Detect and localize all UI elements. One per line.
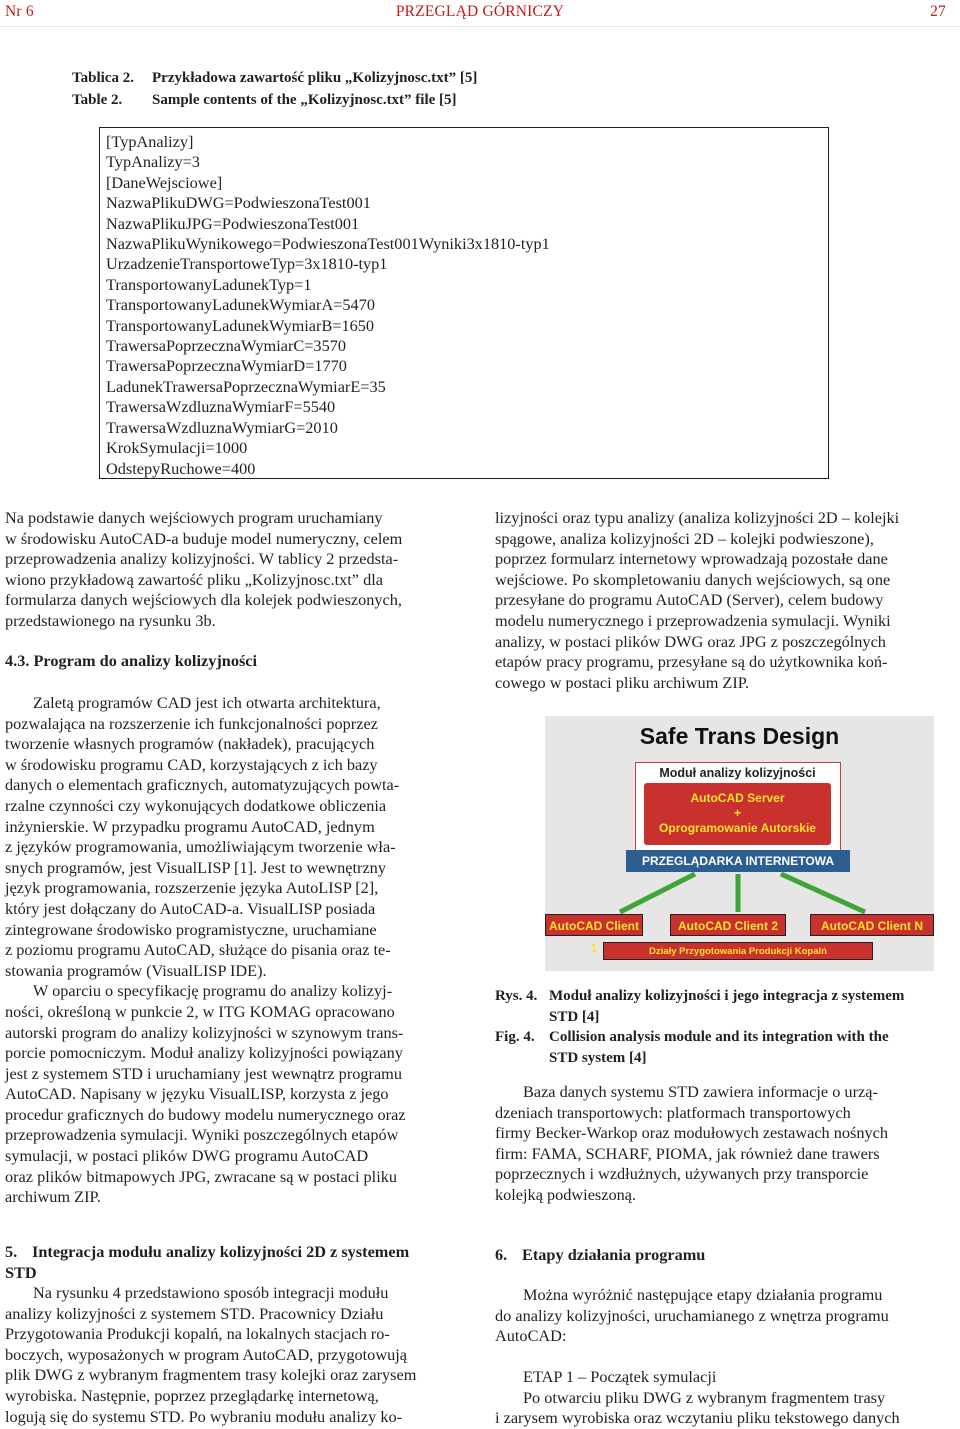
table-caption-pl xyxy=(72,70,477,87)
text-line: Przygotowania Produkcji kopalń, na lokalnych stacjach ro- xyxy=(5,1324,390,1344)
text-line: stowania programów (VisualLISP IDE). xyxy=(5,960,267,980)
file-line: NazwaPlikuDWG=PodwieszonaTest001 xyxy=(106,193,371,213)
section-title-6: Etapy działania programu xyxy=(522,1245,706,1264)
figure-4-caption xyxy=(495,986,958,1070)
text-line: w środowisku AutoCAD-a buduje model numeryczny, celem xyxy=(5,528,403,548)
caption-line: STD system [4] xyxy=(549,1049,647,1066)
section-title-5: Integracja modułu analizy kolizyjności 2D z systemem xyxy=(32,1242,410,1261)
text-line: wyrobiska. Następnie, poprzez przeglądarkę internetową, xyxy=(5,1385,379,1405)
table-caption-pl-label: Tablica 2. xyxy=(72,70,134,86)
text-line: Na podstawie danych wejściowych program uruchamiany xyxy=(5,508,383,527)
table-caption-en-label: Table 2. xyxy=(72,92,123,108)
right-col-paragraph-1 xyxy=(495,508,957,693)
text-line: i zarysem wyrobiska oraz wczytaniu pliku tekstowego danych xyxy=(495,1408,900,1428)
file-line: OdstepyRuchowe=400 xyxy=(106,458,256,478)
server-label: AutoCAD Server xyxy=(690,791,785,805)
arrow-browser-clientn xyxy=(781,874,865,912)
software-label: Oprogramowanie Autorskie xyxy=(659,821,816,835)
text-line: AutoCAD. Napisany w języku VisualLISP, korzysta z jego xyxy=(5,1084,389,1104)
production-dept-bar: Działy Przygotowania Produkcji Kopalń xyxy=(603,942,873,960)
file-line: NazwaPlikuWynikowego=PodwieszonaTest001Wyniki3x1810-typ1 xyxy=(106,234,550,254)
text-line: Można wyróżnić następujące etapy działania programu xyxy=(523,1285,883,1304)
text-line: kolejką podwieszoną. xyxy=(495,1184,637,1204)
file-line: TrawersaWzdluznaWymiarG=2010 xyxy=(106,417,338,437)
text-line: etapów pracy programu, przesyłane są do użytkownika koń- xyxy=(495,652,888,672)
collision-module-box xyxy=(635,762,841,854)
text-line: formularza danych wejściowych dla kolejek podwieszonych, xyxy=(5,590,402,610)
table-caption-en-text: Sample contents of the „Kolizyjnosc.txt” file [5] xyxy=(152,92,457,108)
text-line: język programowania, rozszerzenie języka AutoLISP [2], xyxy=(5,878,379,898)
text-line: Baza danych systemu STD zawiera informacje o urzą- xyxy=(523,1082,878,1101)
text-line: oraz plików bitmapowych JPG, zwracane są w postaci pliku xyxy=(5,1166,398,1186)
section-number-6: 6. xyxy=(495,1245,508,1264)
text-line: modelu numerycznego i przeprowadzenia symulacji. Wyniki xyxy=(495,610,891,630)
table-caption-pl-text: Przykładowa zawartość pliku „Kolizyjnosc.txt” [5] xyxy=(152,70,478,86)
text-line: procedur graficznych do budowy modelu numerycznego oraz xyxy=(5,1104,406,1124)
file-line: TrawersaWzdluznaWymiarF=5540 xyxy=(106,397,336,417)
text-line: analizy, w postaci plików DWG oraz JPG z poszczególnych xyxy=(495,631,886,651)
text-line: plik DWG z wybranym fragmentem trasy kolejki oraz zarysem xyxy=(5,1365,417,1385)
module-inner-box xyxy=(644,783,831,845)
text-line: danych o elementach graficznych, automatyzujących powta- xyxy=(5,775,400,795)
client-1-box: AutoCAD Client 1 xyxy=(545,914,643,936)
left-col-paragraph-4 xyxy=(5,1283,468,1427)
text-line: ności, określoną w punkcie 2, w ITG KOMAG opracowano xyxy=(5,1001,395,1021)
text-line: przesyłane do programu AutoCAD (Server), celem budowy xyxy=(495,590,884,610)
text-line: rzalne czynności czy wykonujących dodatkowe obliczenia xyxy=(5,795,387,815)
file-line: TrawersaPoprzecznaWymiarD=1770 xyxy=(106,356,347,376)
text-line: zintegrowane środowisko programistyczne, uruchamiane xyxy=(5,919,377,939)
right-col-paragraph-2 xyxy=(495,1082,957,1206)
section-heading-4-3: 4.3. Program do analizy kolizyjności xyxy=(5,651,258,670)
text-line: wiono przykładową zawartość pliku „Kolizyjnosc.txt” dla xyxy=(5,569,383,589)
text-line: spągowe, analiza kolizyjności 2D – kolejki podwieszone), xyxy=(495,528,874,548)
module-title: Moduł analizy kolizyjności xyxy=(659,766,816,780)
text-line: przeprowadzenia symulacji. Wyniki poszczególnych etapów xyxy=(5,1125,399,1145)
text-line: W oparciu o specyfikację programu do analizy kolizyj- xyxy=(33,981,393,1001)
text-line: analizy kolizyjności z systemem STD. Pracownicy Działu xyxy=(5,1303,384,1323)
text-line: snych programów, jest VisualLISP [1]. Jest to wewnętrzny xyxy=(5,857,386,877)
file-line: TransportowanyLadunekWymiarB=1650 xyxy=(106,315,375,335)
text-line: logują się do systemu STD. Po wybraniu modułu analizy ko- xyxy=(5,1406,403,1426)
text-line: pozwalająca na rozszerzenie ich funkcjonalności poprzez xyxy=(5,713,378,733)
section-heading-5-line2: STD xyxy=(5,1262,37,1282)
fig-caption-en xyxy=(549,1027,958,1068)
text-line: autorski program do analizy kolizyjności w szynowym trans- xyxy=(5,1022,404,1042)
text-line: Na rysunku 4 przedstawiono sposób integracji modułu xyxy=(33,1283,389,1302)
file-line: KrokSymulacji=1000 xyxy=(106,438,248,458)
text-line: wejściowe. Po skompletowaniu danych wejściowych, są one xyxy=(495,569,891,589)
left-col-paragraph-1 xyxy=(5,508,468,632)
figure-title: Safe Trans Design xyxy=(639,723,840,749)
file-line: TypAnalizy=3 xyxy=(106,152,200,172)
page-number: 27 xyxy=(930,3,946,20)
text-line: w środowisku programu CAD, korzystających z ich bazy xyxy=(5,754,378,774)
section-heading-5-line1 xyxy=(5,1242,468,1263)
file-line: LadunekTrawersaPoprzecznaWymiarE=35 xyxy=(106,376,386,396)
text-line: archiwum ZIP. xyxy=(5,1187,101,1207)
text-line: do analizy kolizyjności, uruchamianego z wnętrza programu xyxy=(495,1305,889,1325)
caption-line: STD [4] xyxy=(549,1008,600,1025)
text-line: porcie pomocniczym. Moduł analizy kolizyjności powiązany xyxy=(5,1043,403,1063)
text-line: firmy Becker-Warkop oraz modułowych zestawach nośnych xyxy=(495,1123,889,1143)
web-browser-bar: PRZEGLĄDARKA INTERNETOWA xyxy=(626,850,850,872)
text-line: inżynierskie. W przypadku programu AutoCAD, jednym xyxy=(5,816,375,836)
figure-4-diagram xyxy=(545,716,934,971)
text-line: który jest dołączany do AutoCAD-a. VisualLISP posiada xyxy=(5,898,376,918)
text-line: boczych, wyposażonych w program AutoCAD, przygotowują xyxy=(5,1344,407,1364)
file-line: UrzadzenieTransportoweTyp=3x1810-typ1 xyxy=(106,254,388,274)
issue-number: Nr 6 xyxy=(5,3,34,20)
text-line: Zaletą programów CAD jest ich otwarta architektura, xyxy=(33,693,381,712)
text-line: firm: FAMA, SCHARF, PIOMA, jak również dane trawers xyxy=(495,1143,880,1163)
text-line: poprzez formularz internetowy wprowadzają pozostałe dane xyxy=(495,549,888,569)
text-line: Po otwarciu pliku DWG z wybranym fragmentem trasy xyxy=(523,1387,886,1407)
text-line: AutoCAD: xyxy=(495,1326,567,1346)
file-line: [DaneWejsciowe] xyxy=(106,172,223,192)
file-line: NazwaPlikuJPG=PodwieszonaTest001 xyxy=(106,213,360,233)
text-line: lizyjności oraz typu analizy (analiza kolizyjności 2D – kolejki xyxy=(495,508,900,527)
fig-caption-pl xyxy=(549,986,958,1027)
text-line: dzeniach transportowych: platformach transportowych xyxy=(495,1102,851,1122)
page-header xyxy=(0,0,960,27)
file-line: TrawersaPoprzecznaWymiarC=3570 xyxy=(106,336,346,356)
section-heading-5 xyxy=(5,1242,468,1283)
text-line: przeprowadzenia analizy kolizyjności. W tablicy 2 przedsta- xyxy=(5,549,399,569)
text-line: tworzenie własnych programów (nakładek), pracujących xyxy=(5,734,375,754)
right-col-paragraph-4 xyxy=(495,1367,957,1429)
etap-1-heading: ETAP 1 – Początek symulacji xyxy=(523,1367,717,1386)
file-line: TransportowanyLadunekTyp=1 xyxy=(106,274,312,294)
caption-line: Collision analysis module and its integration with the xyxy=(549,1029,889,1045)
plus-sign: + xyxy=(733,806,741,820)
fig-caption-pl-label: Rys. 4. xyxy=(495,988,538,1004)
table-caption-en xyxy=(72,92,457,109)
text-line: z języków programowania, umożliwiającym tworzenie wła- xyxy=(5,837,396,857)
caption-line: Moduł analizy kolizyjności i jego integracja z systemem xyxy=(549,988,905,1004)
file-line: TransportowanyLadunekWymiarA=5470 xyxy=(106,295,375,315)
left-col-paragraph-2 xyxy=(5,693,468,1208)
right-col-paragraph-3 xyxy=(495,1285,957,1347)
client-n-box: AutoCAD Client N xyxy=(810,914,934,936)
arrow-browser-client1 xyxy=(620,874,695,912)
section-number-5: 5. xyxy=(5,1242,18,1261)
text-line: przedstawionego na rysunku 3b. xyxy=(5,610,216,630)
text-line: z poziomu programu AutoCAD, służące do pisania oraz te- xyxy=(5,940,391,960)
text-line: poprzecznych i wzdłużnych, używanych przy transporcie xyxy=(495,1164,869,1184)
section-heading-6 xyxy=(495,1245,957,1266)
file-contents-box xyxy=(99,127,829,479)
text-line: jest z systemem STD i uruchamiany jest wewnątrz programu xyxy=(5,1063,402,1083)
file-line: [TypAnalizy] xyxy=(106,132,194,151)
text-line: symulacji, w postaci plików DWG programu AutoCAD xyxy=(5,1146,369,1166)
fig-caption-en-label: Fig. 4. xyxy=(495,1029,535,1045)
text-line: cowego w postaci pliku archiwum ZIP. xyxy=(495,672,750,692)
client-2-box: AutoCAD Client 2 xyxy=(670,914,786,936)
journal-title: PRZEGLĄD GÓRNICZY xyxy=(395,3,565,20)
